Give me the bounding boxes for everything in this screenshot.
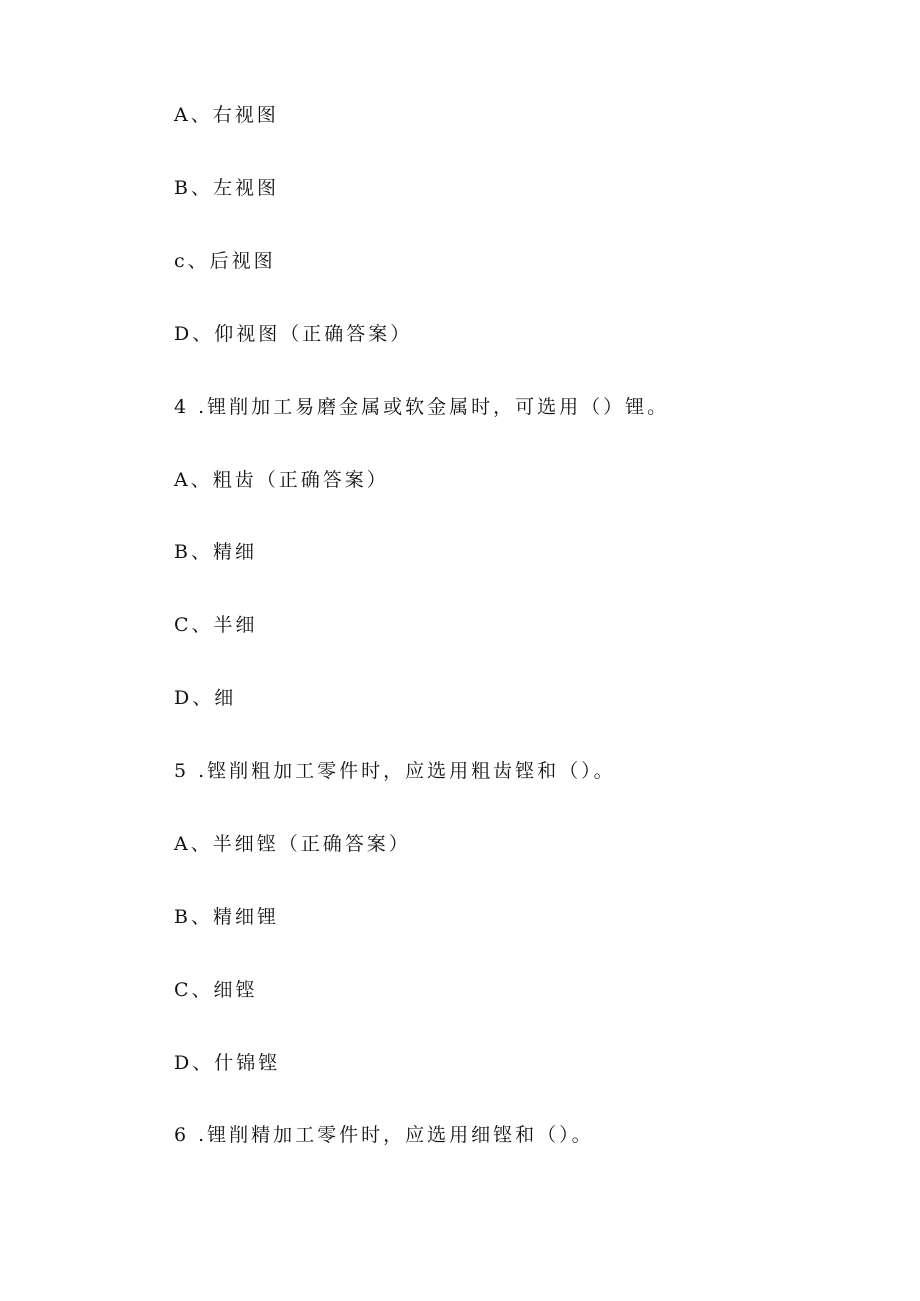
option-c-line: C、半细 (174, 614, 258, 636)
option-a-line: A、右视图 (174, 104, 279, 126)
option-d-line: D、细 (174, 687, 237, 709)
question-6-line: 6 .锂削精加工零件时，应选用细铿和（）。 (174, 1124, 594, 1146)
option-b-line: B、左视图 (174, 177, 279, 199)
option-c-line: C、细铿 (174, 979, 258, 1001)
option-c-line: c、后视图 (174, 250, 276, 272)
option-d-line: D、仰视图（正确答案） (174, 323, 413, 345)
option-b-line: B、精细锂 (174, 906, 279, 928)
option-b-line: B、精细 (174, 541, 257, 563)
option-d-line: D、什锦铿 (174, 1052, 281, 1074)
question-5-line: 5 .铿削粗加工零件时，应选用粗齿铿和（）。 (174, 760, 616, 782)
option-a-line: A、半细铿（正确答案） (174, 833, 411, 855)
option-a-line: A、粗齿（正确答案） (174, 469, 389, 491)
question-4-line: 4 .锂削加工易磨金属或软金属时，可选用（）锂。 (174, 396, 670, 418)
